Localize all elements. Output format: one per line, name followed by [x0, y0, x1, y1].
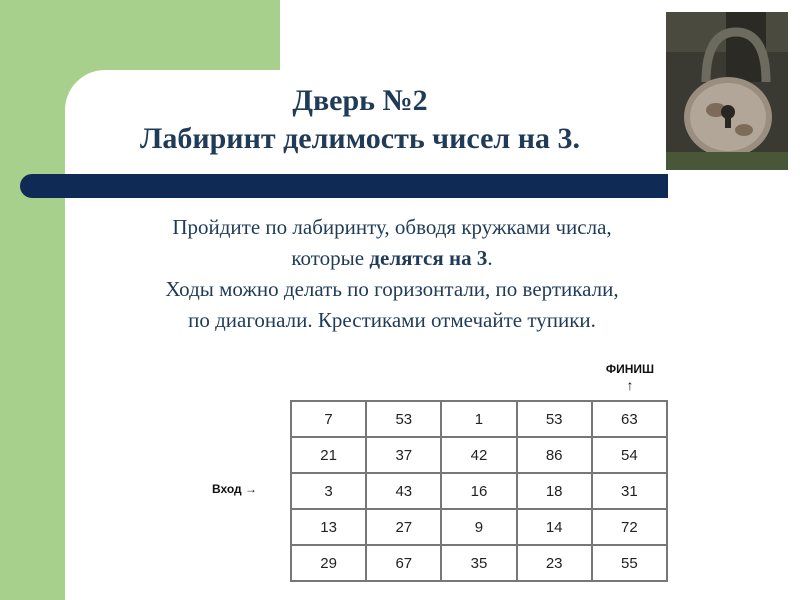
maze-row [291, 437, 667, 473]
maze-cell[interactable]: 7 [291, 401, 366, 437]
maze-row [291, 509, 667, 545]
maze-cell[interactable]: 16 [441, 473, 516, 509]
title-divider-bar [20, 174, 668, 198]
maze-cell[interactable]: 53 [517, 401, 592, 437]
maze-cell[interactable]: 43 [366, 473, 441, 509]
maze-cell[interactable]: 27 [366, 509, 441, 545]
maze-row [291, 473, 667, 509]
instructions-line-4: по диагонали. Крестиками отмечайте тупики. [188, 308, 596, 332]
title-line-2: Лабиринт делимость чисел на 3. [139, 122, 580, 155]
maze-cell[interactable]: 18 [517, 473, 592, 509]
maze-cell[interactable]: 9 [441, 509, 516, 545]
up-arrow-icon: ↑ [626, 377, 634, 393]
instructions-text [82, 212, 702, 336]
maze-cell[interactable]: 54 [592, 437, 667, 473]
padlock-photo [666, 12, 788, 170]
entry-label: Вход → [212, 482, 258, 496]
maze-cell[interactable]: 31 [592, 473, 667, 509]
title-line-1: Дверь №2 [292, 84, 428, 117]
instructions-line-2-post: . [487, 246, 493, 270]
maze-cell[interactable]: 55 [592, 545, 667, 581]
maze-cell[interactable]: 37 [366, 437, 441, 473]
maze-cell[interactable]: 13 [291, 509, 366, 545]
maze-cell[interactable]: 42 [441, 437, 516, 473]
maze-cell[interactable]: 29 [291, 545, 366, 581]
finish-text: ФИНИШ [605, 362, 655, 376]
maze-cell[interactable]: 23 [517, 545, 592, 581]
padlock-icon [666, 12, 788, 170]
maze-row [291, 545, 667, 581]
instructions-line-2 [82, 243, 702, 274]
maze-cell[interactable]: 53 [366, 401, 441, 437]
maze-cell[interactable]: 63 [592, 401, 667, 437]
slide-title [70, 82, 650, 158]
instructions-line-1: Пройдите по лабиринту, обводя кружками числа, [172, 215, 612, 239]
maze-row [291, 401, 667, 437]
maze-cell[interactable]: 1 [441, 401, 516, 437]
maze-cell[interactable]: 67 [366, 545, 441, 581]
maze-cell[interactable]: 35 [441, 545, 516, 581]
maze-cell[interactable]: 3 [291, 473, 366, 509]
maze-cell[interactable]: 14 [517, 509, 592, 545]
instructions-line-2-pre: которые [291, 246, 370, 270]
instructions-emphasis: делятся на 3 [369, 246, 488, 270]
maze-cell[interactable]: 21 [291, 437, 366, 473]
finish-label [598, 362, 662, 392]
maze-cell[interactable]: 86 [517, 437, 592, 473]
instructions-line-3: Ходы можно делать по горизонтали, по вертикали, [165, 277, 619, 301]
maze-grid [290, 400, 668, 582]
maze-cell[interactable]: 72 [592, 509, 667, 545]
green-left-strip [0, 0, 65, 600]
